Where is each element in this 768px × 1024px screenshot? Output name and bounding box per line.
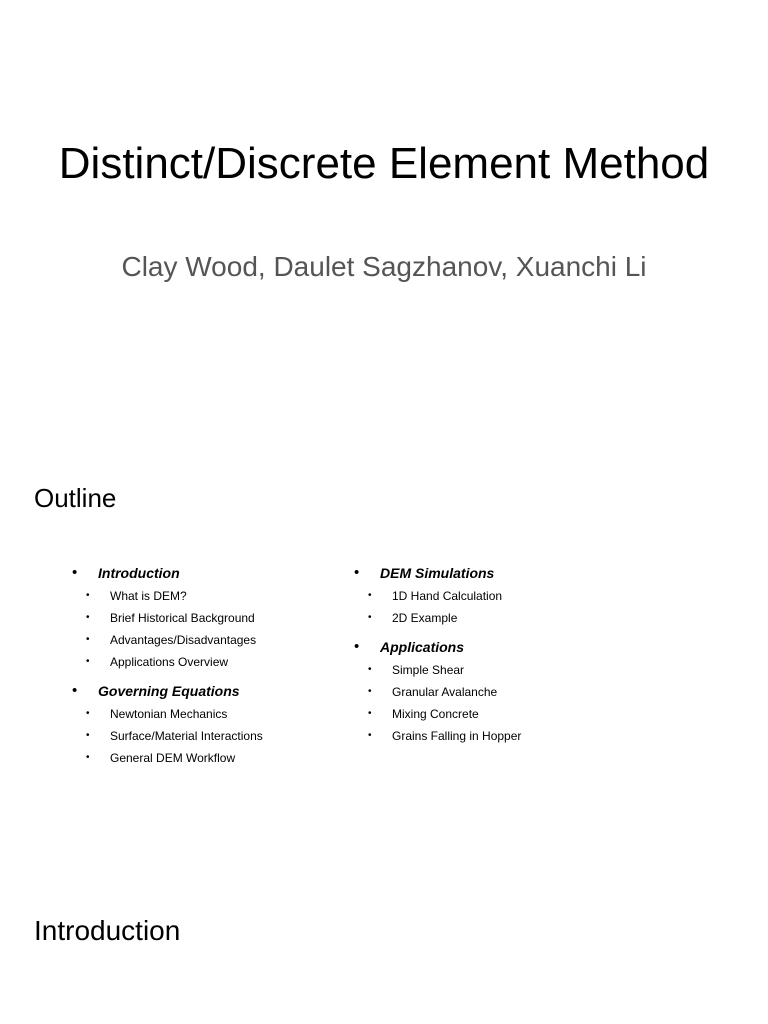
outline-section <box>72 679 342 703</box>
section-label: Applications <box>380 639 465 655</box>
bullet-icon: • <box>86 590 90 601</box>
outline-section <box>72 561 342 585</box>
sub-list <box>72 703 342 769</box>
list-item: • Simple Shear <box>354 659 644 681</box>
bullet-icon: • <box>368 708 372 719</box>
bullet-icon: • <box>368 730 372 741</box>
bullet-icon: • <box>86 612 90 623</box>
bullet-icon: • <box>86 752 90 763</box>
sub-list <box>354 585 644 629</box>
list-item: • 1D Hand Calculation <box>354 585 644 607</box>
bullet-icon: • <box>368 612 372 623</box>
bullet-icon: • <box>86 708 90 719</box>
authors: Clay Wood, Daulet Sagzhanov, Xuanchi Li <box>121 251 647 282</box>
section-label: DEM Simulations <box>380 565 495 581</box>
sub-list <box>72 585 342 673</box>
outline-section <box>354 635 644 659</box>
bullet-icon: • <box>354 564 360 581</box>
bullet-icon: • <box>354 638 360 655</box>
list-item: • Advantages/Disadvantages <box>72 629 342 651</box>
outline-column-right <box>354 561 644 747</box>
page-title: Distinct/Discrete Element Method <box>58 139 710 188</box>
bullet-icon: • <box>86 634 90 645</box>
outline-heading: Outline <box>34 483 117 513</box>
sub-list <box>354 659 644 747</box>
section-label: Governing Equations <box>98 683 240 699</box>
list-item: • General DEM Workflow <box>72 747 342 769</box>
list-item: • What is DEM? <box>72 585 342 607</box>
list-item: • 2D Example <box>354 607 644 629</box>
list-item: • Surface/Material Interactions <box>72 725 342 747</box>
list-item: • Granular Avalanche <box>354 681 644 703</box>
list-item: • Brief Historical Background <box>72 607 342 629</box>
bullet-icon: • <box>368 664 372 675</box>
bullet-icon: • <box>368 686 372 697</box>
outline-section <box>354 561 644 585</box>
list-item: • Applications Overview <box>72 651 342 673</box>
bullet-icon: • <box>86 656 90 667</box>
section-label: Introduction <box>98 565 180 581</box>
bullet-icon: • <box>86 730 90 741</box>
list-item: • Newtonian Mechanics <box>72 703 342 725</box>
section-heading: Introduction <box>34 915 181 946</box>
list-item: • Mixing Concrete <box>354 703 644 725</box>
bullet-icon: • <box>72 682 78 699</box>
list-item: • Grains Falling in Hopper <box>354 725 644 747</box>
bullet-icon: • <box>72 564 78 581</box>
bullet-icon: • <box>368 590 372 601</box>
outline-column-left <box>72 561 342 769</box>
